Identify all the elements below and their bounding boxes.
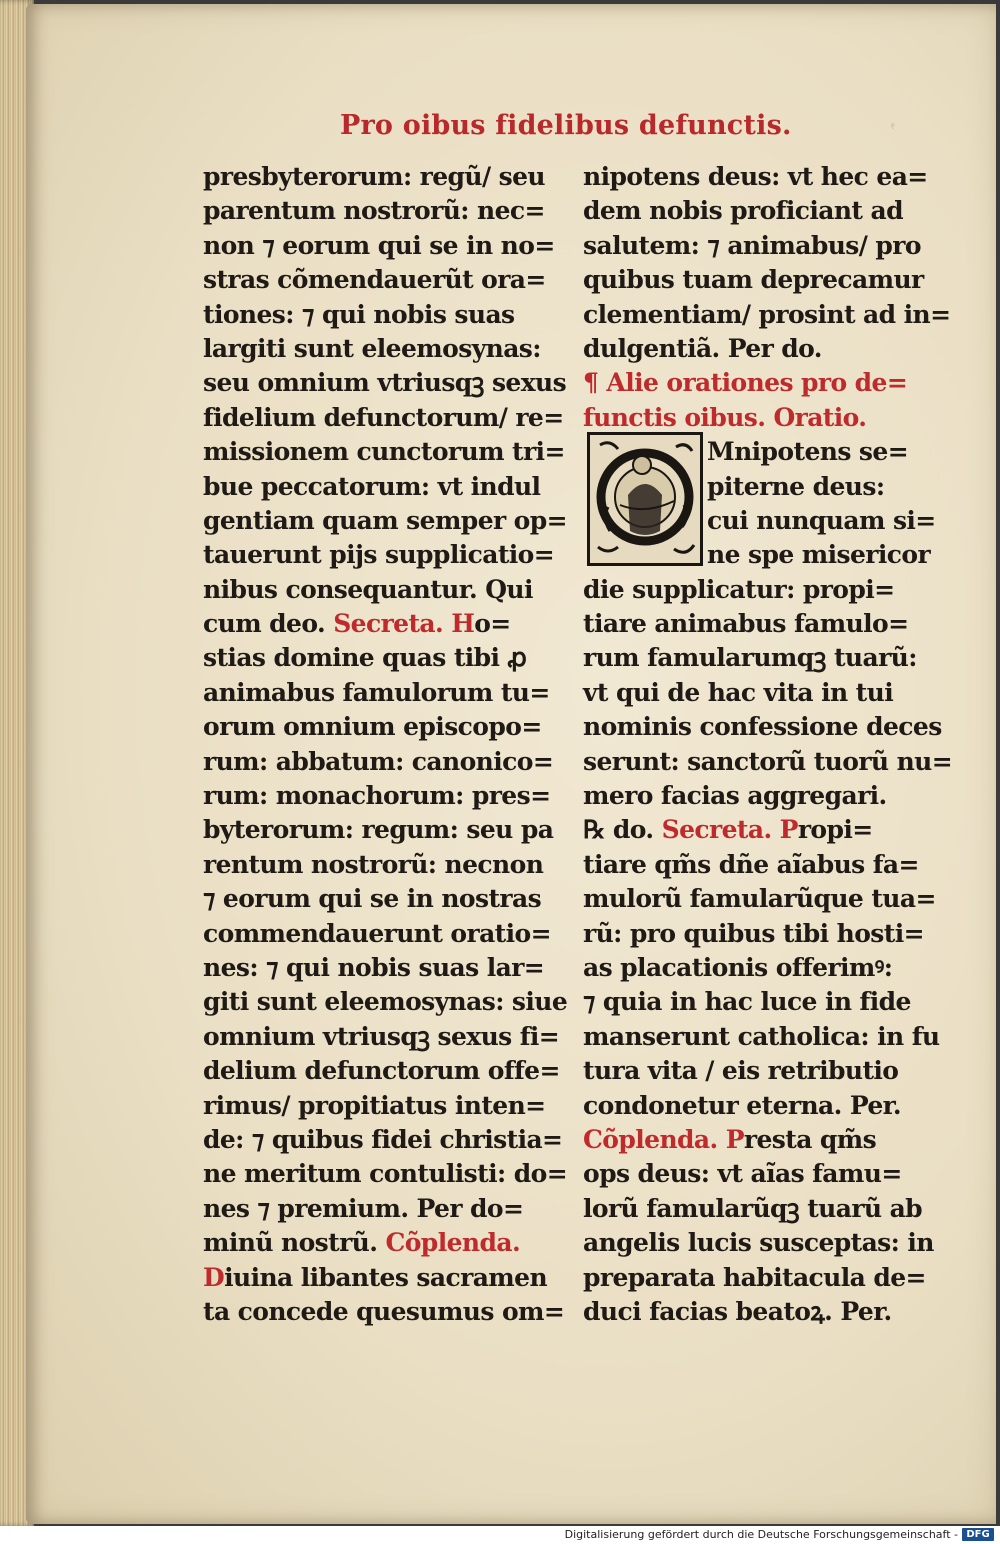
body-text: fidelium defunctorum/ re= [203,402,564,432]
body-text: cui nunquam si= [707,505,936,535]
text-line [583,607,939,641]
body-text: duci facias beatoꝝ. Per. [583,1296,892,1326]
body-text: largiti sunt eleemosynas: [203,333,541,363]
text-line [203,676,571,710]
text-line [203,229,571,263]
body-text: clementiam/ prosint ad in= [583,299,951,329]
text-line [203,848,571,882]
text-line [583,813,939,847]
body-text: missionem cunctorum tri= [203,437,565,467]
body-text: as placationis offerimꝰ: [583,952,893,982]
text-line [583,229,939,263]
body-text: ⁊ quia in hac luce in fide [583,987,911,1017]
text-line [583,1157,939,1191]
body-text: cum deo. [203,609,334,639]
body-text: quibus tuam deprecamur [583,265,924,295]
body-text: parentum nostrorũ: nec= [203,196,545,226]
body-text: presbyterorum: regũ/ seu [203,162,545,191]
text-line [203,641,571,675]
body-text: minũ nostrũ. [203,1228,386,1258]
rubric-text: functis oibus. Oratio. [583,402,867,432]
text-line [583,745,953,779]
text-line [583,779,939,813]
body-text: byterorum: regum: seu pa [203,815,554,845]
text-line [203,1020,571,1054]
text-line [203,194,571,228]
bleed-through-text: ᾿ [886,122,899,152]
body-text: rentum nostrorũ: necnon [203,849,544,879]
rubric-text: Cõplenda. [385,1228,521,1258]
text-line [203,710,571,744]
text-line [203,1192,571,1226]
body-text: mero facias aggregari. [583,781,887,811]
body-text: ne spe misericor [707,540,931,570]
text-line [203,951,571,985]
body-text: tiare qm̃s dñe aĩabus fa= [583,849,919,879]
body-text: giti sunt eleemosynas: siue [203,987,568,1017]
text-line [583,917,939,951]
text-line [583,951,939,985]
body-text: rimus/ propitiatus inten= [203,1090,546,1120]
rubric-text: Secreta. H [333,609,475,639]
text-line [583,676,939,710]
body-text: manserunt catholica: in fu [583,1021,940,1051]
body-text: tauerunt pijs supplicatio= [203,540,555,570]
body-text: nominis confessione deces [583,712,942,742]
text-line [583,1089,939,1123]
text-line [583,573,939,607]
body-text: condonetur eterna. Per. [583,1090,902,1120]
text-line [203,1226,571,1260]
rubric-text: Secreta. P [661,815,798,845]
body-text: tiare animabus famulo= [583,609,909,639]
text-line [203,332,571,366]
text-line [203,435,571,469]
text-line [583,848,939,882]
body-text: omnium vtriusqꝫ sexus fi= [203,1021,560,1051]
body-text: angelis lucis susceptas: in [583,1228,934,1258]
text-line [203,813,571,847]
text-line [203,1123,571,1157]
body-text: gentiam quam semper op= [203,505,567,535]
body-text: de: ⁊ quibus fidei christia= [203,1124,563,1154]
text-line [707,538,939,572]
body-text: piterne deus: [707,471,885,501]
text-line [583,1261,939,1295]
text-line [203,298,571,332]
text-line [583,1123,939,1157]
body-text: mulorũ famularũque tua= [583,884,936,914]
body-text: salutem: ⁊ animabus/ pro [583,230,921,260]
body-text: stras cõmendauerũt ora= [203,265,546,295]
text-line [203,504,571,538]
text-line [203,1089,571,1123]
body-text: ne meritum contulisti: do= [203,1159,568,1189]
body-text: ropi= [797,815,873,845]
text-line [583,882,939,916]
text-line [583,366,939,400]
text-line [583,194,939,228]
body-text: die supplicatur: propi= [583,574,895,604]
text-line [203,573,571,607]
body-text: preparata habitacula de= [583,1262,926,1292]
body-text: animabus famulorum tu= [203,677,550,707]
funding-credit: Digitalisierung gefördert durch die Deutsche Forschungsgemeinschaft - [564,1528,958,1541]
body-text: rum: monachorum: pres= [203,781,551,811]
right-column [583,160,953,1329]
body-text: rum famularumqꝫ tuarũ: [583,643,917,673]
body-text: vt qui de hac vita in tui [583,677,894,707]
text-line [203,607,571,641]
text-line [583,263,939,297]
dfg-logo: DFG [962,1528,994,1541]
body-text: orum omnium episcopo= [203,712,542,742]
text-line [203,1261,571,1295]
text-line [203,917,571,951]
page-header: Pro oibus fidelibus defunctis. [340,110,792,141]
woodcut-initial-O-icon [587,432,703,566]
text-line [203,1054,571,1088]
body-text: ta concede quesumus om= [203,1296,565,1326]
body-text: ops deus: vt aĩas famu= [583,1159,902,1189]
text-line [203,470,571,504]
text-line [583,401,939,435]
text-line [203,366,571,400]
body-text: tiones: ⁊ qui nobis suas [203,299,515,329]
body-text: dulgentiã. Per do. [583,333,822,363]
body-text: dem nobis proficiant ad [583,196,903,226]
body-text: non ⁊ eorum qui se in no= [203,230,555,260]
rubric-text: D [203,1262,225,1292]
text-line [203,538,571,572]
text-line [203,1295,571,1329]
body-text: Mnipotens se= [707,437,909,467]
text-line [203,779,571,813]
text-line [583,1020,939,1054]
text-line [583,641,939,675]
rubric-text: Cõplenda. P [583,1124,744,1154]
body-text: ℞ do. [583,815,662,845]
left-column [203,160,571,1329]
body-text: nes ⁊ premium. Per do= [203,1193,524,1223]
body-text: seu omnium vtriusqꝫ sexus [203,368,567,398]
text-line [203,745,571,779]
body-text: delium defunctorum offe= [203,1056,560,1086]
body-text: stias domine quas tibi ꝓ [203,643,527,673]
body-text: iuina libantes sacramen [224,1262,548,1292]
text-line [203,1157,571,1191]
rubric-text: ¶ Alie orationes pro de= [583,368,908,398]
body-text: o= [474,609,511,639]
body-text: tura vita / eis retributio [583,1056,899,1086]
text-line [203,263,571,297]
text-line [583,1054,939,1088]
body-text: rũ: pro quibus tibi hosti= [583,918,924,948]
body-text: nipotens deus: vt hec ea= [583,162,928,191]
text-line [583,1226,939,1260]
text-line [583,298,951,332]
text-line [583,985,939,1019]
body-text: bue peccatorum: vt indul [203,471,541,501]
text-line [203,160,571,194]
text-line [707,435,939,469]
body-text: commendauerunt oratio= [203,918,551,948]
text-line [707,470,939,504]
text-line [203,985,571,1019]
body-text: lorũ famularũqꝫ tuarũ ab [583,1193,923,1223]
text-line [583,710,942,744]
body-text: nes: ⁊ qui nobis suas lar= [203,952,545,982]
text-line [707,504,939,538]
body-text: ⁊ eorum qui se in nostras [203,884,542,914]
body-text: rum: abbatum: canonico= [203,746,554,776]
footer-bar [0,1526,1000,1544]
text-line [583,1192,939,1226]
text-line [583,160,939,194]
text-line [583,332,939,366]
text-line [203,401,571,435]
text-line [583,1295,939,1329]
body-text: serunt: sanctorũ tuorũ nu= [583,746,953,776]
body-text: nibus consequantur. Qui [203,574,533,604]
body-text: resta qm̃s [743,1124,877,1154]
text-line [203,882,571,916]
